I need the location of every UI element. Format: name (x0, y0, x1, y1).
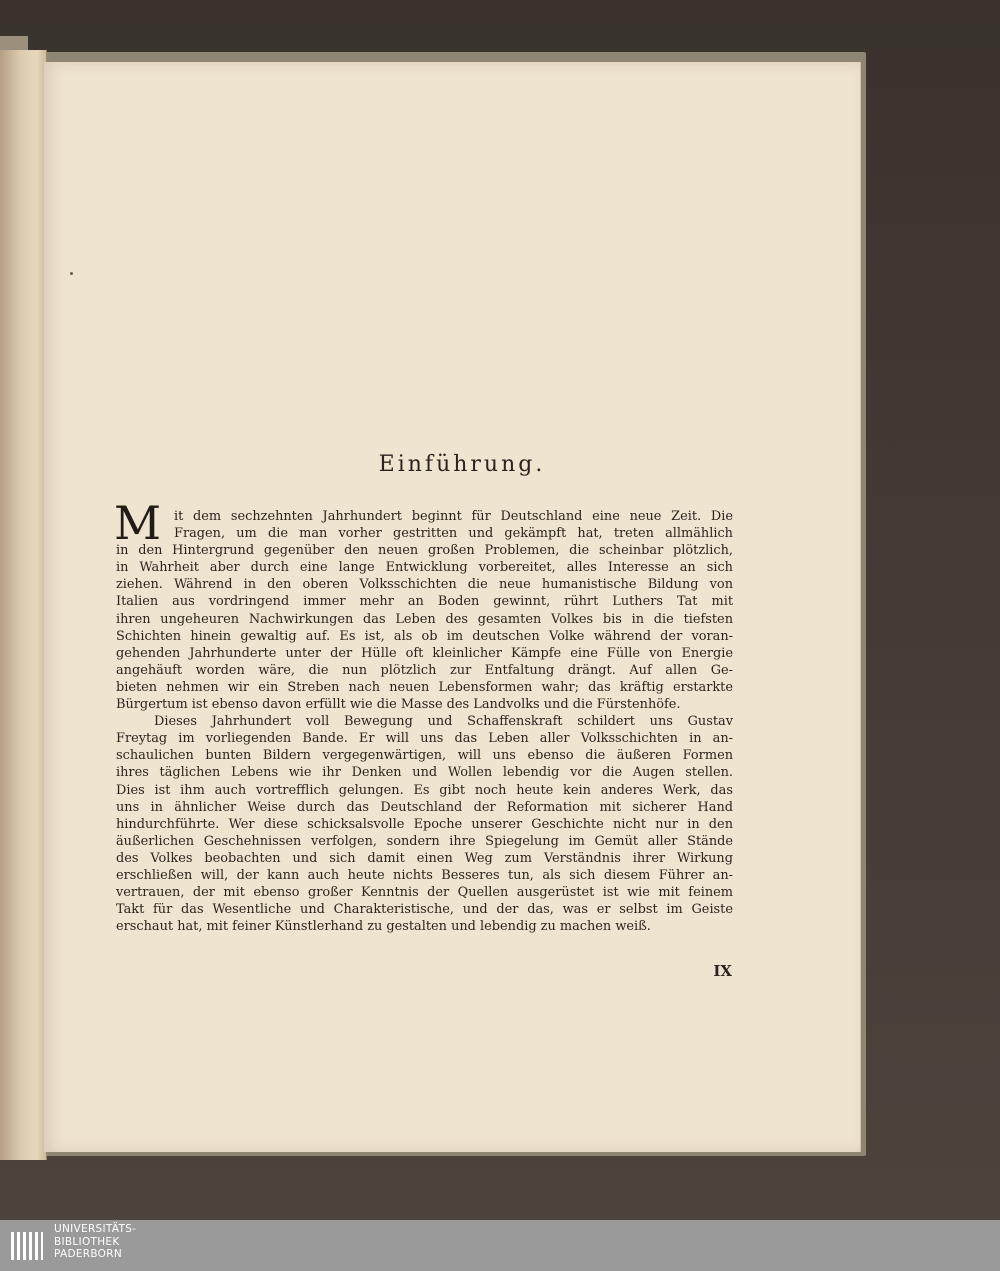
text-line: in Wahrheit aber durch eine lange Entwicklung vorbereitet, alles Interesse an sich (116, 560, 733, 576)
text-line: hindurchführte. Wer diese schicksalsvolle Epoche unserer Geschichte nicht nur in den (116, 816, 733, 832)
text-line: Italien aus vordringend immer mehr an Boden gewinnt, rührt Luthers Tat mit (116, 594, 733, 610)
text-line: Bürgertum ist ebenso davon erfüllt wie die Masse des Landvolks und die Fürstenhöfe. (116, 697, 681, 713)
text-line: äußerlichen Geschehnissen verfolgen, sondern ihre Spiegelung im Gemüt aller Stände (116, 833, 733, 849)
text-line: Dieses Jahrhundert voll Bewegung und Schaffenskraft schildert uns Gustav (154, 714, 733, 730)
library-name-line: UNIVERSITÄTS- (54, 1223, 137, 1235)
text-line: Dies ist ihm auch vortrefflich gelungen. Es gibt noch heute kein anderes Werk, das (116, 782, 733, 798)
paper-speck (70, 272, 73, 275)
text-line: erschaut hat, mit feiner Künstlerhand zu gestalten und lebendig zu machen weiß. (116, 919, 651, 935)
text-line: uns in ähnlicher Weise durch das Deutschland der Reformation mit sicherer Hand (116, 799, 733, 815)
library-name (54, 1223, 136, 1261)
body-text (116, 508, 733, 935)
library-name-line: BIBLIOTHEK (54, 1235, 120, 1248)
text-line: erschließen will, der kann auch heute nichts Besseres tun, als sich diesem Führer an- (116, 867, 733, 883)
text-line: ihren ungeheuren Nachwirkungen das Leben des gesamten Volkes bis in die tiefsten (116, 611, 733, 627)
library-name-line: PADERBORN (54, 1248, 122, 1260)
text-line: Freytag im vorliegenden Bande. Er will uns das Leben aller Volksschichten in an- (116, 731, 733, 747)
text-line: vertrauen, der mit ebenso großer Kenntnis der Quellen ausgerüstet ist wie mit feinem (116, 885, 733, 901)
text-line: angehäuft worden wäre, die nun plötzlich zur Entfaltung drängt. Auf allen Ge- (116, 662, 733, 678)
text-line: schaulichen bunten Bildern vergegenwärtigen, will uns ebenso die äußeren Formen (116, 748, 733, 764)
text-line: des Volkes beobachten und sich damit einen Weg zum Verständnis ihrer Wirkung (116, 850, 733, 866)
text-line: Takt für das Wesentliche und Charakteristische, und der das, was er selbst im Geiste (116, 902, 733, 918)
text-line: bieten nehmen wir ein Streben nach neuen Lebensformen wahr; das kräftig erstarkte (116, 679, 733, 695)
drop-initial: M (114, 496, 162, 550)
left-page-edge (0, 50, 47, 1160)
university-library-logo-icon (9, 1228, 45, 1264)
text-line: gehenden Jahrhunderte unter der Hülle oft kleinlicher Kämpfe eine Fülle von Energie (116, 645, 733, 661)
text-line: ihres täglichen Lebens wie ihr Denken und Wollen lebendig vor die Augen stellen. (116, 765, 733, 781)
text-line: in den Hintergrund gegenüber den neuen großen Problemen, die scheinbar plötzlich, (116, 543, 733, 559)
footer-bar (0, 1220, 1000, 1271)
text-line: Fragen, um die man vorher gestritten und gekämpft hat, treten allmählich (174, 526, 733, 542)
chapter-heading: Einführung. (378, 452, 546, 477)
page-number: IX (713, 962, 732, 980)
text-line: Schichten hinein gewaltig auf. Es ist, als ob im deutschen Volke während der voran- (116, 628, 733, 644)
text-line: it dem sechzehnten Jahrhundert beginnt für Deutschland eine neue Zeit. Die (174, 509, 733, 524)
text-line: ziehen. Während in den oberen Volksschichten die neue humanistische Bildung von (116, 577, 733, 593)
